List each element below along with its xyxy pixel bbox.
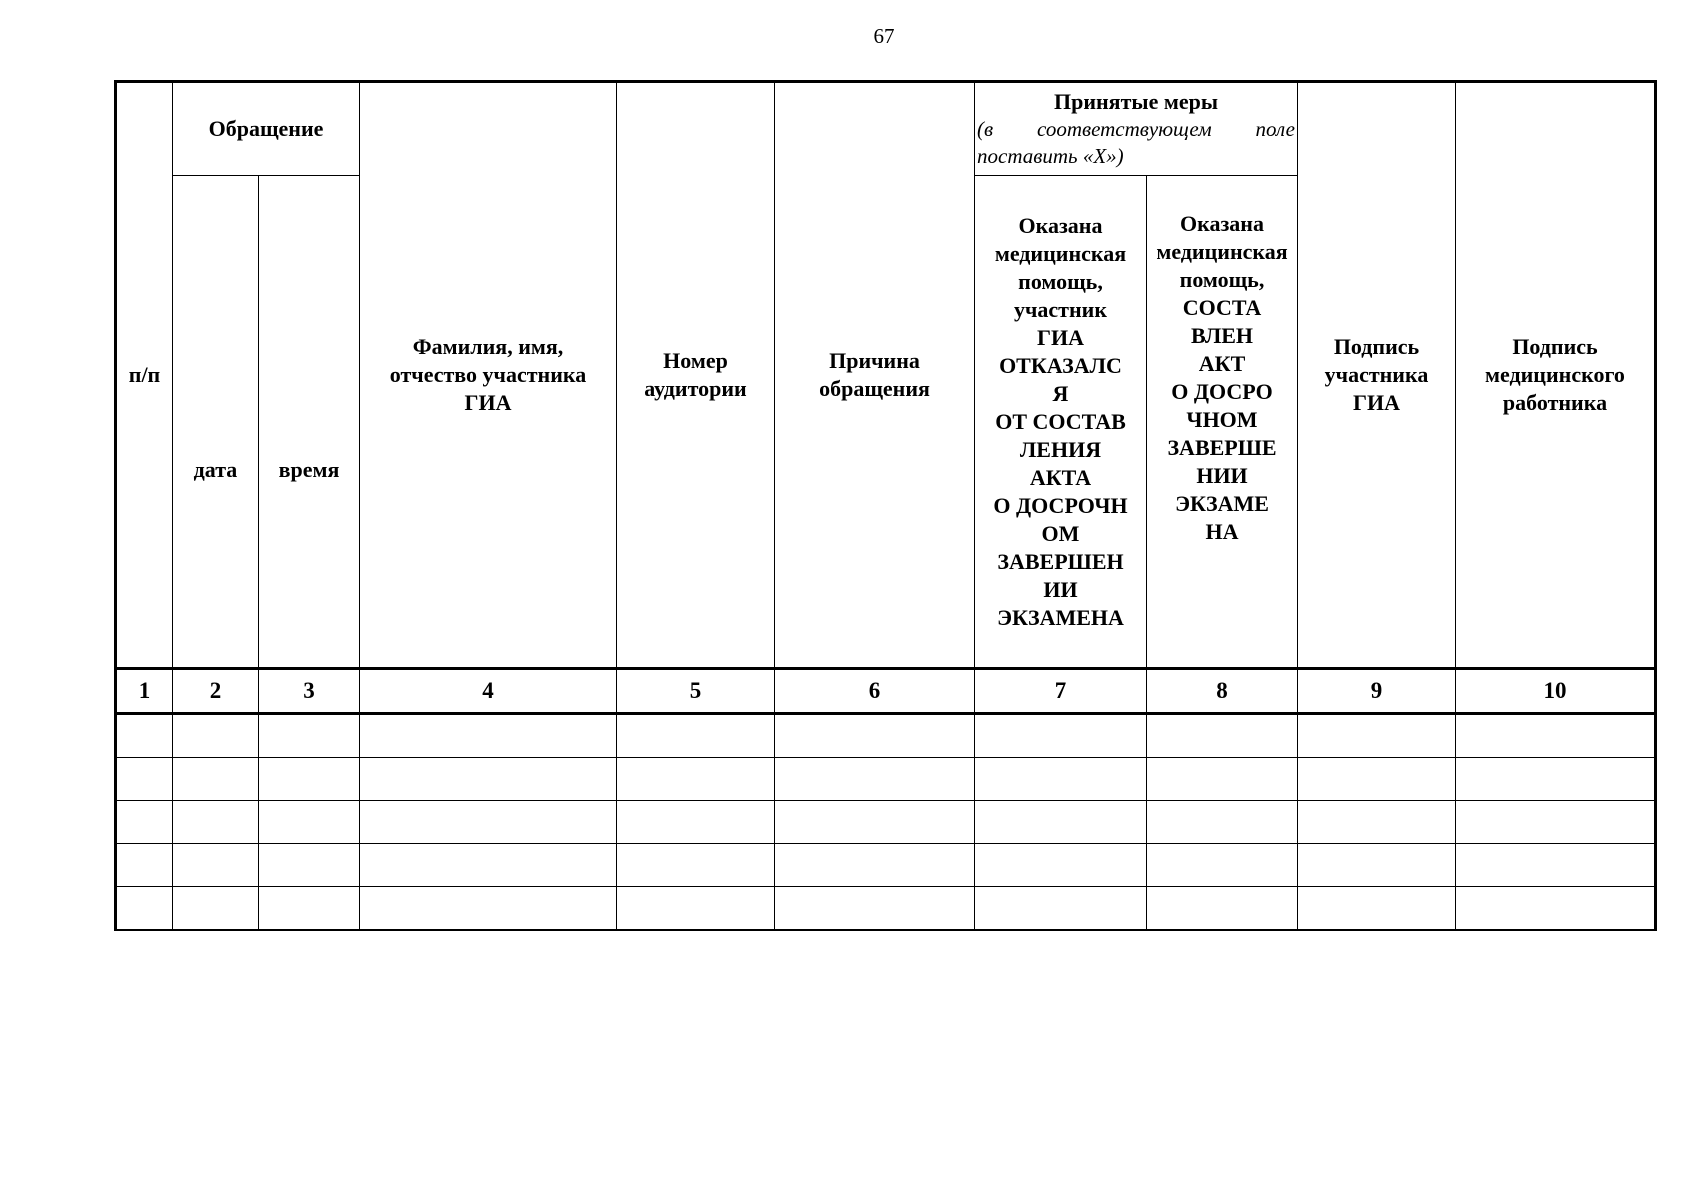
table-cell[interactable] bbox=[975, 758, 1147, 801]
column-number: 7 bbox=[975, 669, 1147, 714]
table-cell[interactable] bbox=[360, 801, 617, 844]
column-number: 6 bbox=[775, 669, 975, 714]
page-number: 67 bbox=[873, 24, 895, 48]
table-cell[interactable] bbox=[1456, 758, 1656, 801]
table-cell[interactable] bbox=[775, 758, 975, 801]
table-cell[interactable] bbox=[259, 887, 360, 931]
table-cell[interactable] bbox=[259, 758, 360, 801]
header-room-number: Номер аудитории bbox=[617, 82, 775, 669]
table-cell[interactable] bbox=[1298, 844, 1456, 887]
header-medic-signature: Подпись медицинского работника bbox=[1456, 82, 1656, 669]
measures-hint-line2: поставить «Х») bbox=[977, 144, 1124, 168]
header-participant-signature: Подпись участника ГИА bbox=[1298, 82, 1456, 669]
empty-entry-rows bbox=[116, 714, 1656, 931]
header-time: время bbox=[259, 176, 360, 669]
table-cell[interactable] bbox=[1298, 887, 1456, 931]
table-cell[interactable] bbox=[116, 844, 173, 887]
table-cell[interactable] bbox=[1456, 887, 1656, 931]
column-number: 10 bbox=[1456, 669, 1656, 714]
header-row-1 bbox=[116, 82, 1656, 176]
table-cell[interactable] bbox=[259, 844, 360, 887]
table-cell[interactable] bbox=[617, 758, 775, 801]
header-reason: Причина обращения bbox=[775, 82, 975, 669]
table-cell[interactable] bbox=[1298, 758, 1456, 801]
table-cell[interactable] bbox=[259, 714, 360, 758]
table-cell[interactable] bbox=[1298, 801, 1456, 844]
table-cell[interactable] bbox=[1147, 714, 1298, 758]
table-cell[interactable] bbox=[617, 844, 775, 887]
table-cell[interactable] bbox=[116, 714, 173, 758]
table-cell[interactable] bbox=[775, 714, 975, 758]
header-date: дата bbox=[173, 176, 259, 669]
table-row bbox=[116, 887, 1656, 931]
table-cell[interactable] bbox=[775, 801, 975, 844]
table-row bbox=[116, 844, 1656, 887]
measures-title: Принятые меры bbox=[1053, 89, 1218, 114]
table-cell[interactable] bbox=[775, 887, 975, 931]
table-cell[interactable] bbox=[617, 714, 775, 758]
medical-appeals-log-table bbox=[114, 80, 1657, 931]
header-full-name: Фамилия, имя, отчество участника ГИА bbox=[360, 82, 617, 669]
header-measure-refused: Оказана медицинская помощь, участник ГИА ОТКАЗАЛС Я ОТ СОСТАВ ЛЕНИЯ АКТА О ДОСРОЧН ОМ ЗАВЕРШЕН ИИ ЭКЗАМЕНА bbox=[975, 176, 1147, 669]
table-cell[interactable] bbox=[1147, 758, 1298, 801]
table-cell[interactable] bbox=[1456, 801, 1656, 844]
header-measure-act: Оказана медицинская помощь, СОСТА ВЛЕН АКТ О ДОСРО ЧНОМ ЗАВЕРШЕ НИИ ЭКЗАМЕ НА bbox=[1147, 176, 1298, 669]
table-cell[interactable] bbox=[1147, 887, 1298, 931]
table-cell[interactable] bbox=[1456, 844, 1656, 887]
column-number: 9 bbox=[1298, 669, 1456, 714]
table-cell[interactable] bbox=[1147, 801, 1298, 844]
table-cell[interactable] bbox=[116, 887, 173, 931]
table-row bbox=[116, 758, 1656, 801]
table-cell[interactable] bbox=[975, 844, 1147, 887]
table-cell[interactable] bbox=[259, 801, 360, 844]
table-cell[interactable] bbox=[975, 801, 1147, 844]
table-cell[interactable] bbox=[775, 844, 975, 887]
column-number: 8 bbox=[1147, 669, 1298, 714]
table-cell[interactable] bbox=[360, 887, 617, 931]
column-number: 2 bbox=[173, 669, 259, 714]
table-cell[interactable] bbox=[173, 844, 259, 887]
table-cell[interactable] bbox=[173, 714, 259, 758]
table-cell[interactable] bbox=[173, 758, 259, 801]
column-number: 4 bbox=[360, 669, 617, 714]
table-cell[interactable] bbox=[975, 887, 1147, 931]
measures-hint-line1: (в соответствующем поле bbox=[977, 117, 1295, 141]
table-cell[interactable] bbox=[116, 801, 173, 844]
table-cell[interactable] bbox=[1298, 714, 1456, 758]
header-appeal-group: Обращение bbox=[173, 82, 360, 176]
table-cell[interactable] bbox=[173, 887, 259, 931]
column-number-row bbox=[116, 669, 1656, 714]
table-cell[interactable] bbox=[1456, 714, 1656, 758]
table-cell[interactable] bbox=[173, 801, 259, 844]
table-cell[interactable] bbox=[360, 714, 617, 758]
column-number: 5 bbox=[617, 669, 775, 714]
column-number: 1 bbox=[116, 669, 173, 714]
table-row bbox=[116, 714, 1656, 758]
table-cell[interactable] bbox=[360, 844, 617, 887]
column-number: 3 bbox=[259, 669, 360, 714]
header-measures bbox=[975, 82, 1298, 176]
table-cell[interactable] bbox=[116, 758, 173, 801]
header-num: п/п bbox=[116, 82, 173, 669]
table-cell[interactable] bbox=[617, 887, 775, 931]
table-cell[interactable] bbox=[617, 801, 775, 844]
table-cell[interactable] bbox=[1147, 844, 1298, 887]
table-cell[interactable] bbox=[360, 758, 617, 801]
table-cell[interactable] bbox=[975, 714, 1147, 758]
table-row bbox=[116, 801, 1656, 844]
